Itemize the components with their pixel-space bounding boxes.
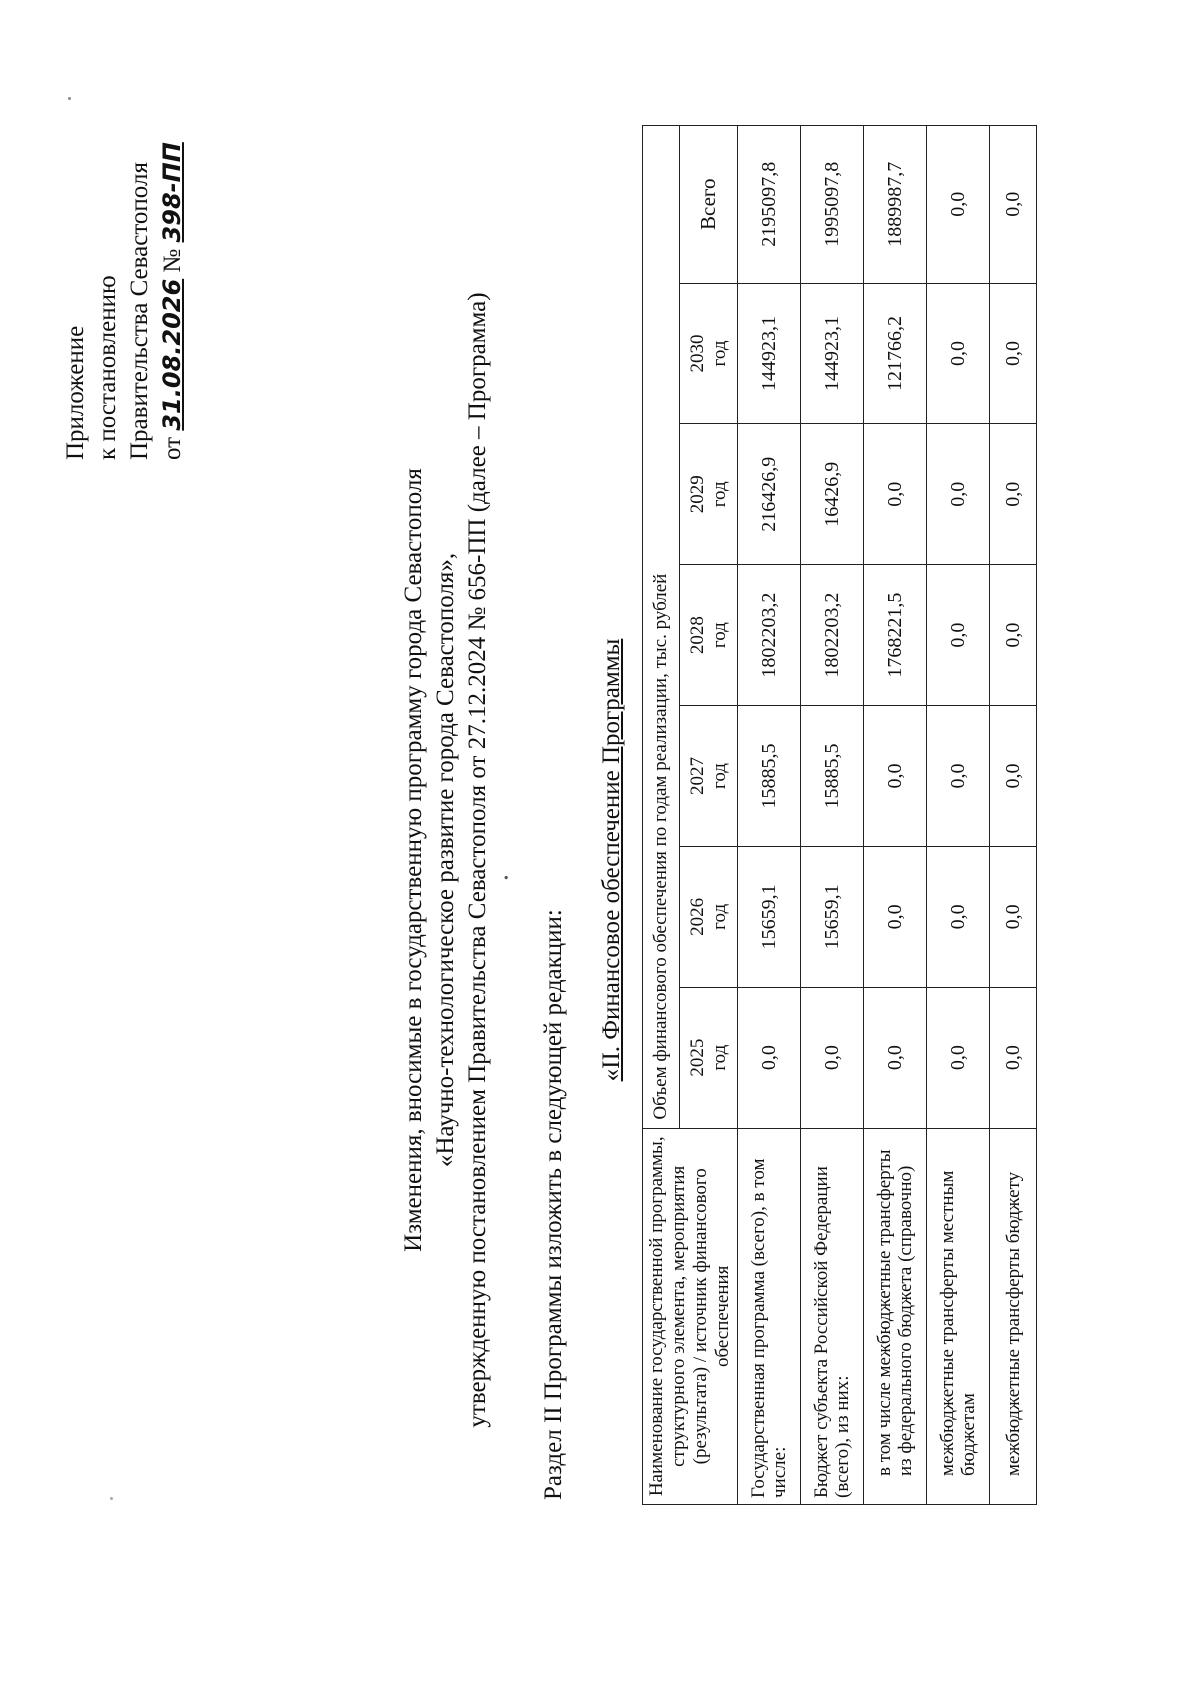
- table-cell-total: 2195097,8: [738, 126, 801, 284]
- table-cell: 15659,1: [738, 846, 801, 987]
- year-header: 2029 год: [680, 424, 738, 565]
- scan-speck: •: [500, 875, 515, 880]
- scan-speck: [68, 97, 71, 100]
- table-row: [990, 126, 1037, 1505]
- table-cell: 15659,1: [801, 846, 864, 987]
- year-header: 2027 год: [680, 706, 738, 847]
- row-label: межбюджетные трансферты бюджету: [990, 1128, 1037, 1504]
- table-cell-total: 1995097,8: [801, 126, 864, 284]
- table-cell: 1802203,2: [738, 565, 801, 706]
- table-cell: 0,0: [864, 424, 927, 565]
- table-cell: 0,0: [990, 424, 1037, 565]
- row-label: Бюджет субъекта Российской Федерации (всего), из них:: [801, 1128, 864, 1504]
- table-cell-total: 0,0: [990, 126, 1037, 284]
- table-row: [927, 126, 990, 1505]
- table-row: [801, 126, 864, 1505]
- table-cell: 0,0: [927, 424, 990, 565]
- table-cell: 0,0: [990, 846, 1037, 987]
- table-cell: 121766,2: [864, 283, 927, 424]
- lead-sentence: Раздел II Программы изложить в следующей редакции:: [540, 909, 567, 1500]
- handwritten-date: 31.08.2026: [158, 278, 186, 431]
- table-cell: 144923,1: [738, 283, 801, 424]
- table-cell: 144923,1: [801, 283, 864, 424]
- table-cell-total: 0,0: [927, 126, 990, 284]
- table-cell-total: 1889987,7: [864, 126, 927, 284]
- row-label: в том числе межбюджетные трансферты из федерального бюджета (справочно): [864, 1128, 927, 1504]
- row-label: Государственная программа (всего), в том числе:: [738, 1128, 801, 1504]
- section-title: «II. Финансовое обеспечение Программы: [598, 638, 625, 1082]
- year-header: 2028 год: [680, 565, 738, 706]
- table-cell: 0,0: [990, 565, 1037, 706]
- appendix-line-3: Правительства Севастополя: [126, 162, 153, 460]
- title-line-1: Изменения, вносимые в государственную программу города Севастополя: [400, 468, 427, 1252]
- table-cell: 0,0: [990, 283, 1037, 424]
- table-row: [864, 126, 927, 1505]
- table-row: [738, 126, 801, 1505]
- year-header: 2025 год: [680, 987, 738, 1128]
- year-header: 2030 год: [680, 283, 738, 424]
- title-line-3: утвержденную постановлением Правительства Севастополя от 27.12.2024 № 656-ПП (далее – Программа): [464, 292, 491, 1428]
- table-cell: 0,0: [864, 987, 927, 1128]
- table-cell: 0,0: [738, 987, 801, 1128]
- appendix-line-1: Приложение: [62, 325, 89, 460]
- appendix-date-line: [156, 142, 189, 460]
- table-cell: 16426,9: [801, 424, 864, 565]
- table-cell: 0,0: [927, 706, 990, 847]
- table-cell: 0,0: [927, 987, 990, 1128]
- appendix-line-2: к постановлению: [94, 275, 121, 460]
- appendix-block: [60, 142, 189, 460]
- financing-table: [642, 125, 1037, 1505]
- table-cell: 1802203,2: [801, 565, 864, 706]
- table-cell: 0,0: [990, 706, 1037, 847]
- total-column-header: Всего: [680, 126, 738, 284]
- table-cell: 0,0: [864, 846, 927, 987]
- table-cell: 0,0: [990, 987, 1037, 1128]
- table-cell: 0,0: [927, 565, 990, 706]
- title-line-2: «Научно-технологическое развитие города Севастополя»,: [432, 552, 459, 1168]
- header-row-1: [643, 126, 680, 1505]
- year-header: 2026 год: [680, 846, 738, 987]
- row-label: межбюджетные трансферты местным бюджетам: [927, 1128, 990, 1504]
- date-prefix: от: [159, 436, 186, 460]
- table-cell: 0,0: [864, 706, 927, 847]
- table-cell: 0,0: [801, 987, 864, 1128]
- scan-speck: [110, 1497, 113, 1500]
- table-cell: 0,0: [927, 283, 990, 424]
- table-cell: 216426,9: [738, 424, 801, 565]
- table-cell: 15885,5: [738, 706, 801, 847]
- table-cell: 0,0: [927, 846, 990, 987]
- number-prefix: №: [159, 248, 186, 273]
- handwritten-number: 398-ПП: [158, 142, 186, 243]
- money-column-header: Объем финансового обеспечения по годам реализации, тыс. рублей: [643, 126, 680, 1129]
- rotated-document-page: [30, 60, 1170, 1660]
- table-cell: 1768221,5: [864, 565, 927, 706]
- table-cell: 15885,5: [801, 706, 864, 847]
- name-column-header: Наименование государственной программы, структурного элемента, мероприятия (результата) / источник финансового обеспечения: [643, 1128, 738, 1504]
